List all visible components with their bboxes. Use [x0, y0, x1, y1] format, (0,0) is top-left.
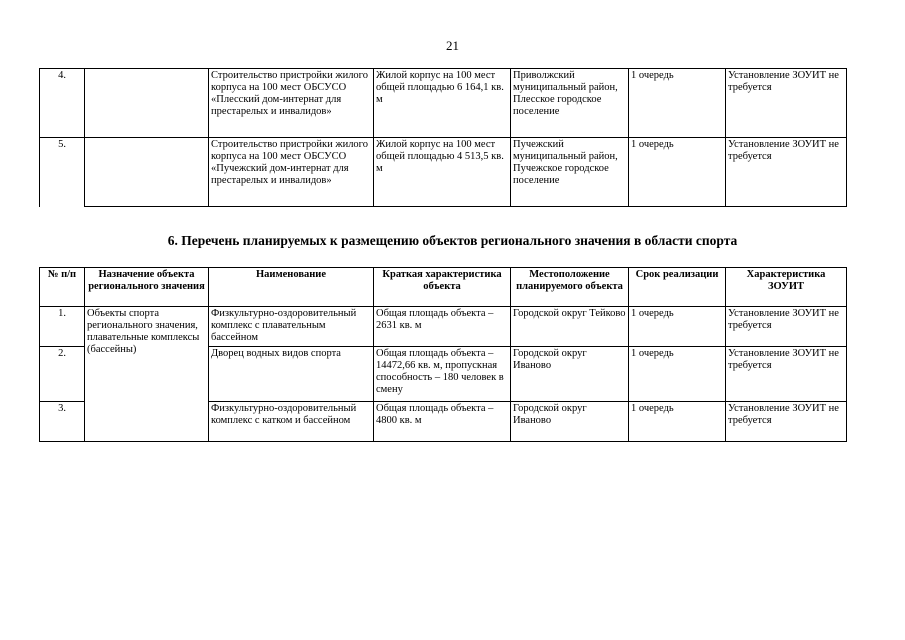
header-purpose: Назначение объекта регионального значения [85, 268, 209, 307]
term-cell: 1 очередь [629, 307, 726, 347]
row-number: 1. [40, 307, 85, 347]
term-cell: 1 очередь [629, 138, 726, 207]
brief-cell: Общая площадь объекта – 4800 кв. м [374, 402, 511, 442]
row-number: 3. [40, 402, 85, 442]
header-term: Срок реализации [629, 268, 726, 307]
page-number: 21 [446, 38, 459, 53]
zouit-cell: Установление ЗОУИТ не требуется [726, 347, 847, 402]
row-number: 2. [40, 347, 85, 402]
zouit-cell: Установление ЗОУИТ не требуется [726, 138, 847, 207]
location-cell: Пучежский муниципальный район, Пучежское городское поселение [511, 138, 629, 207]
row-number: 4. [40, 69, 85, 138]
term-cell: 1 очередь [629, 69, 726, 138]
location-cell: Приволжский муниципальный район, Плесское городское поселение [511, 69, 629, 138]
table-row [40, 69, 847, 138]
header-zouit: Характеристика ЗОУИТ [726, 268, 847, 307]
location-cell: Городской округ Иваново [511, 347, 629, 402]
header-num: № п/п [40, 268, 85, 307]
brief-cell: Жилой корпус на 100 мест общей площадью 4 513,5 кв. м [374, 138, 511, 207]
header-name: Наименование [209, 268, 374, 307]
sport-objects-table [39, 267, 847, 442]
name-cell: Физкультурно-оздоровительный комплекс с катком и бассейном [209, 402, 374, 442]
continued-table [39, 68, 847, 207]
term-cell: 1 очередь [629, 347, 726, 402]
brief-cell: Жилой корпус на 100 мест общей площадью 6 164,1 кв. м [374, 69, 511, 138]
purpose-cell [85, 138, 209, 207]
brief-cell: Общая площадь объекта – 14472,66 кв. м, пропускная способность – 180 человек в смену [374, 347, 511, 402]
purpose-merged-cell: Объекты спорта регионального значения, плавательные комплексы (бассейны) [85, 307, 209, 442]
location-cell: Городской округ Тейково [511, 307, 629, 347]
zouit-cell: Установление ЗОУИТ не требуется [726, 402, 847, 442]
name-cell: Физкультурно-оздоровительный комплекс с плавательным бассейном [209, 307, 374, 347]
header-brief: Краткая характеристика объекта [374, 268, 511, 307]
table-header-row [40, 268, 847, 307]
name-cell: Дворец водных видов спорта [209, 347, 374, 402]
purpose-cell [85, 69, 209, 138]
zouit-cell: Установление ЗОУИТ не требуется [726, 307, 847, 347]
section-title: 6. Перечень планируемых к размещению объектов регионального значения в области спорта [167, 233, 738, 248]
location-cell: Городской округ Иваново [511, 402, 629, 442]
brief-cell: Общая площадь объекта – 2631 кв. м [374, 307, 511, 347]
table-row [40, 307, 847, 347]
table-row [40, 138, 847, 207]
header-location: Местоположение планируемого объекта [511, 268, 629, 307]
term-cell: 1 очередь [629, 402, 726, 442]
name-cell: Строительство пристройки жилого корпуса на 100 мест ОБСУСО «Пучежский дом-интернат для престарелых и инвалидов» [209, 138, 374, 207]
name-cell: Строительство пристройки жилого корпуса на 100 мест ОБСУСО «Плесский дом-интернат для престарелых и инвалидов» [209, 69, 374, 138]
zouit-cell: Установление ЗОУИТ не требуется [726, 69, 847, 138]
row-number: 5. [40, 138, 85, 207]
